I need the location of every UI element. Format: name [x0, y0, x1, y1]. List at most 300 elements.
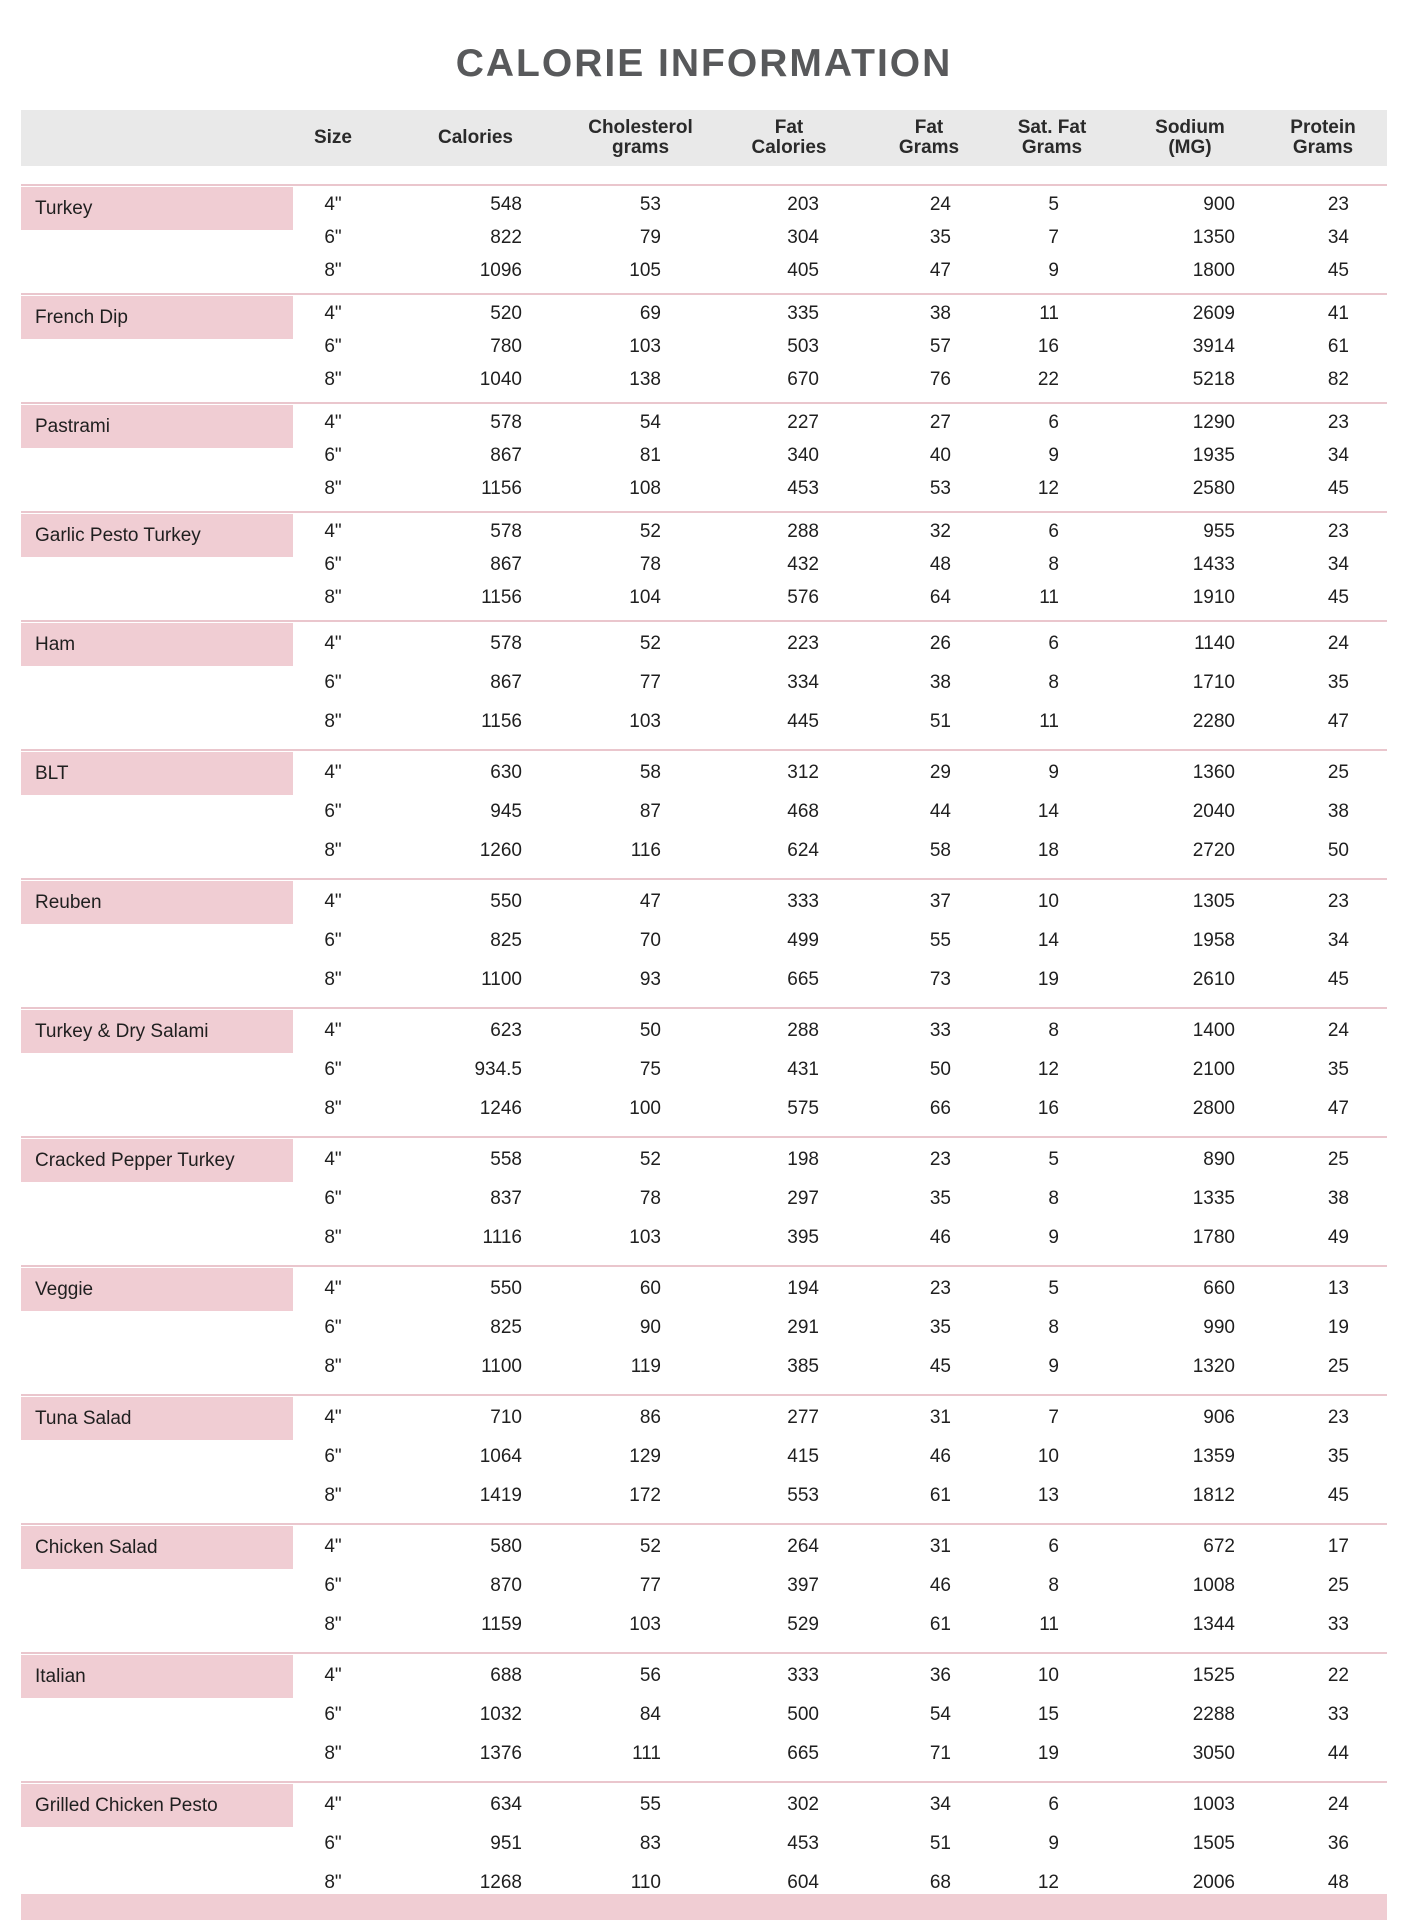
cell-fat-grams: 64 [929, 586, 951, 608]
cell-protein-grams: 44 [1327, 1742, 1349, 1764]
cell-size: 4" [324, 411, 342, 433]
cell-size: 8" [324, 1742, 342, 1764]
cell-cholesterol-grams: 69 [639, 302, 661, 324]
cell-calories: 1260 [479, 839, 522, 861]
cell-sat-fat-grams: 6 [1048, 1535, 1059, 1557]
cell-sat-fat-grams: 8 [1048, 1187, 1059, 1209]
cell-cholesterol-grams: 79 [639, 226, 661, 248]
cell-size: 4" [324, 1664, 342, 1686]
table-row [21, 792, 1387, 831]
cell-sat-fat-grams: 10 [1037, 1664, 1059, 1686]
cell-fat-grams: 61 [929, 1613, 951, 1635]
cell-protein-grams: 50 [1327, 839, 1349, 861]
cell-calories: 558 [490, 1148, 522, 1170]
cell-calories: 578 [490, 520, 522, 542]
cell-sodium-mg: 1360 [1192, 761, 1235, 783]
cell-calories: 1100 [481, 968, 522, 990]
cell-size: 6" [324, 1832, 342, 1854]
cell-cholesterol-grams: 86 [639, 1406, 661, 1428]
food-name: Italian [21, 1655, 293, 1698]
food-group [21, 402, 1387, 511]
cell-calories: 623 [490, 1019, 522, 1041]
cell-cholesterol-grams: 103 [629, 335, 661, 357]
cell-calories: 1156 [481, 586, 522, 608]
cell-calories: 710 [490, 1406, 522, 1428]
cell-fat-grams: 57 [929, 335, 951, 357]
cell-fat-calories: 432 [787, 553, 819, 575]
cell-sodium-mg: 1710 [1192, 671, 1235, 693]
cell-calories: 1064 [479, 1445, 522, 1467]
cell-protein-grams: 19 [1327, 1316, 1349, 1338]
cell-fat-grams: 46 [929, 1226, 951, 1248]
cell-protein-grams: 25 [1327, 761, 1349, 783]
group-divider [21, 1523, 1387, 1525]
cell-fat-grams: 61 [929, 1484, 951, 1506]
cell-protein-grams: 34 [1327, 226, 1349, 248]
cell-fat-calories: 223 [787, 632, 819, 654]
food-name: Tuna Salad [21, 1397, 293, 1440]
cell-calories: 1268 [479, 1871, 522, 1893]
cell-fat-calories: 385 [787, 1355, 819, 1377]
cell-calories: 822 [490, 226, 522, 248]
cell-protein-grams: 61 [1327, 335, 1349, 357]
cell-calories: 825 [490, 929, 522, 951]
cell-sodium-mg: 1935 [1192, 444, 1235, 466]
cell-cholesterol-grams: 129 [629, 1445, 661, 1467]
cell-fat-calories: 529 [787, 1613, 819, 1635]
cell-cholesterol-grams: 111 [632, 1742, 661, 1764]
cell-size: 4" [324, 302, 342, 324]
cell-protein-grams: 35 [1327, 671, 1349, 693]
group-divider [21, 878, 1387, 880]
cell-size: 4" [324, 1277, 342, 1299]
cell-size: 6" [324, 444, 342, 466]
table-row [21, 581, 1387, 614]
cell-protein-grams: 23 [1327, 520, 1349, 542]
cell-size: 8" [324, 477, 342, 499]
food-group [21, 1007, 1387, 1136]
cell-fat-grams: 51 [929, 710, 951, 732]
food-name: Turkey [21, 187, 293, 230]
cell-fat-calories: 312 [787, 761, 819, 783]
cell-size: 8" [324, 1097, 342, 1119]
food-group [21, 878, 1387, 1007]
food-group [21, 184, 1387, 293]
cell-protein-grams: 25 [1327, 1355, 1349, 1377]
cell-fat-calories: 665 [787, 1742, 819, 1764]
cell-sat-fat-grams: 9 [1048, 1832, 1059, 1854]
column-header: Sodium (MG) [1155, 117, 1225, 158]
cell-sat-fat-grams: 14 [1037, 929, 1059, 951]
cell-cholesterol-grams: 81 [639, 444, 661, 466]
cell-sodium-mg: 2610 [1192, 968, 1235, 990]
cell-size: 6" [324, 1703, 342, 1725]
cell-fat-grams: 45 [929, 1355, 951, 1377]
group-divider [21, 1781, 1387, 1783]
cell-fat-grams: 46 [929, 1445, 951, 1467]
cell-protein-grams: 24 [1327, 1019, 1349, 1041]
cell-fat-grams: 33 [929, 1019, 951, 1041]
cell-calories: 1156 [481, 710, 522, 732]
cell-size: 6" [324, 1445, 342, 1467]
column-header: Sat. Fat Grams [1017, 117, 1087, 158]
cell-sat-fat-grams: 12 [1037, 1871, 1059, 1893]
cell-size: 8" [324, 839, 342, 861]
cell-sodium-mg: 1505 [1192, 1832, 1235, 1854]
cell-protein-grams: 24 [1327, 632, 1349, 654]
cell-fat-calories: 334 [787, 671, 819, 693]
table-row [21, 1476, 1387, 1515]
cell-sodium-mg: 660 [1203, 1277, 1235, 1299]
cell-fat-grams: 31 [929, 1535, 951, 1557]
cell-fat-calories: 576 [787, 586, 819, 608]
cell-sat-fat-grams: 13 [1037, 1484, 1059, 1506]
cell-sodium-mg: 1400 [1192, 1019, 1235, 1041]
cell-sodium-mg: 2006 [1192, 1871, 1235, 1893]
cell-fat-grams: 46 [929, 1574, 951, 1596]
food-name: Cracked Pepper Turkey [21, 1139, 293, 1182]
cell-size: 8" [324, 1355, 342, 1377]
cell-fat-grams: 68 [929, 1871, 951, 1893]
cell-protein-grams: 38 [1327, 800, 1349, 822]
cell-size: 8" [324, 1226, 342, 1248]
cell-cholesterol-grams: 78 [639, 1187, 661, 1209]
cell-size: 4" [324, 632, 342, 654]
cell-sat-fat-grams: 5 [1048, 193, 1059, 215]
cell-sodium-mg: 2800 [1192, 1097, 1235, 1119]
cell-protein-grams: 36 [1327, 1832, 1349, 1854]
cell-cholesterol-grams: 50 [639, 1019, 661, 1041]
cell-sat-fat-grams: 9 [1048, 761, 1059, 783]
cell-calories: 1419 [479, 1484, 522, 1506]
cell-calories: 580 [490, 1535, 522, 1557]
cell-fat-calories: 277 [787, 1406, 819, 1428]
cell-fat-grams: 66 [929, 1097, 951, 1119]
cell-calories: 1096 [479, 259, 522, 281]
cell-sodium-mg: 3914 [1192, 335, 1235, 357]
cell-sat-fat-grams: 5 [1048, 1148, 1059, 1170]
cell-sat-fat-grams: 7 [1048, 1406, 1059, 1428]
cell-calories: 550 [490, 890, 522, 912]
table-row [21, 254, 1387, 287]
food-group [21, 749, 1387, 878]
cell-sat-fat-grams: 8 [1048, 1019, 1059, 1041]
cell-cholesterol-grams: 77 [639, 671, 661, 693]
cell-protein-grams: 35 [1327, 1445, 1349, 1467]
cell-fat-calories: 264 [787, 1535, 819, 1557]
cell-fat-calories: 453 [787, 477, 819, 499]
cell-fat-grams: 32 [929, 520, 951, 542]
cell-sat-fat-grams: 19 [1037, 968, 1059, 990]
cell-protein-grams: 82 [1327, 368, 1349, 390]
cell-fat-calories: 291 [787, 1316, 819, 1338]
cell-sat-fat-grams: 16 [1037, 1097, 1059, 1119]
cell-sodium-mg: 1812 [1192, 1484, 1235, 1506]
cell-calories: 1032 [479, 1703, 522, 1725]
cell-cholesterol-grams: 108 [629, 477, 661, 499]
cell-size: 6" [324, 1316, 342, 1338]
cell-cholesterol-grams: 103 [629, 1613, 661, 1635]
cell-cholesterol-grams: 100 [629, 1097, 661, 1119]
cell-sodium-mg: 955 [1203, 520, 1235, 542]
cell-sodium-mg: 1433 [1192, 553, 1235, 575]
cell-fat-calories: 670 [787, 368, 819, 390]
cell-fat-grams: 34 [929, 1793, 951, 1815]
cell-sodium-mg: 1958 [1192, 929, 1235, 951]
cell-fat-grams: 26 [929, 632, 951, 654]
cell-fat-grams: 38 [929, 302, 951, 324]
cell-sodium-mg: 1305 [1192, 890, 1235, 912]
cell-cholesterol-grams: 56 [639, 1664, 661, 1686]
cell-sodium-mg: 900 [1203, 193, 1235, 215]
cell-size: 4" [324, 1793, 342, 1815]
table-row [21, 1308, 1387, 1347]
cell-protein-grams: 25 [1327, 1148, 1349, 1170]
cell-size: 6" [324, 1574, 342, 1596]
cell-protein-grams: 34 [1327, 444, 1349, 466]
cell-sodium-mg: 1320 [1192, 1355, 1235, 1377]
cell-calories: 634 [490, 1793, 522, 1815]
cell-protein-grams: 34 [1327, 553, 1349, 575]
cell-sat-fat-grams: 7 [1048, 226, 1059, 248]
cell-sodium-mg: 1344 [1192, 1613, 1235, 1635]
cell-sat-fat-grams: 15 [1037, 1703, 1059, 1725]
cell-sodium-mg: 2720 [1192, 839, 1235, 861]
food-name: Veggie [21, 1268, 293, 1311]
cell-sat-fat-grams: 10 [1037, 1445, 1059, 1467]
cell-fat-calories: 335 [787, 302, 819, 324]
cell-fat-calories: 397 [787, 1574, 819, 1596]
cell-calories: 867 [490, 671, 522, 693]
food-name: Ham [21, 623, 293, 666]
cell-size: 4" [324, 761, 342, 783]
food-group [21, 1136, 1387, 1265]
cell-fat-grams: 29 [929, 761, 951, 783]
cell-fat-calories: 665 [787, 968, 819, 990]
cell-fat-calories: 333 [787, 1664, 819, 1686]
cell-cholesterol-grams: 47 [639, 890, 661, 912]
cell-sodium-mg: 5218 [1192, 368, 1235, 390]
cell-calories: 520 [490, 302, 522, 324]
cell-fat-grams: 24 [929, 193, 951, 215]
cell-calories: 837 [490, 1187, 522, 1209]
table-row [21, 363, 1387, 396]
table-row [21, 702, 1387, 741]
column-header: Fat Calories [751, 117, 827, 158]
cell-fat-grams: 36 [929, 1664, 951, 1686]
cell-fat-grams: 44 [929, 800, 951, 822]
table-row [21, 1089, 1387, 1128]
cell-sat-fat-grams: 11 [1039, 710, 1059, 732]
cell-size: 6" [324, 226, 342, 248]
cell-size: 8" [324, 586, 342, 608]
cell-protein-grams: 33 [1327, 1703, 1349, 1725]
cell-calories: 630 [490, 761, 522, 783]
group-divider [21, 1652, 1387, 1654]
cell-fat-calories: 503 [787, 335, 819, 357]
cell-cholesterol-grams: 75 [639, 1058, 661, 1080]
cell-size: 6" [324, 800, 342, 822]
cell-sodium-mg: 2288 [1192, 1703, 1235, 1725]
cell-fat-calories: 288 [787, 1019, 819, 1041]
cell-protein-grams: 13 [1327, 1277, 1349, 1299]
cell-cholesterol-grams: 52 [639, 1148, 661, 1170]
food-group [21, 1394, 1387, 1523]
cell-cholesterol-grams: 105 [629, 259, 661, 281]
cell-sat-fat-grams: 22 [1037, 368, 1059, 390]
cell-sodium-mg: 1910 [1192, 586, 1235, 608]
cell-protein-grams: 45 [1327, 968, 1349, 990]
cell-fat-grams: 58 [929, 839, 951, 861]
cell-cholesterol-grams: 77 [639, 1574, 661, 1596]
cell-size: 8" [324, 368, 342, 390]
cell-sat-fat-grams: 5 [1048, 1277, 1059, 1299]
cell-fat-grams: 73 [929, 968, 951, 990]
cell-size: 4" [324, 890, 342, 912]
cell-sodium-mg: 1140 [1194, 632, 1235, 654]
cell-fat-grams: 38 [929, 671, 951, 693]
cell-size: 8" [324, 1484, 342, 1506]
cell-sat-fat-grams: 10 [1037, 890, 1059, 912]
cell-fat-calories: 304 [787, 226, 819, 248]
table-row [21, 1824, 1387, 1863]
column-header-row [21, 110, 1387, 166]
cell-sodium-mg: 1003 [1192, 1793, 1235, 1815]
table-body [21, 184, 1387, 1910]
cell-calories: 945 [490, 800, 522, 822]
table-row [21, 1605, 1387, 1644]
food-name: BLT [21, 752, 293, 795]
cell-protein-grams: 48 [1327, 1871, 1349, 1893]
cell-cholesterol-grams: 138 [629, 368, 661, 390]
table-row [21, 960, 1387, 999]
cell-cholesterol-grams: 172 [629, 1484, 661, 1506]
cell-fat-calories: 395 [787, 1226, 819, 1248]
cell-sat-fat-grams: 11 [1039, 586, 1059, 608]
cell-sat-fat-grams: 12 [1037, 1058, 1059, 1080]
cell-fat-calories: 302 [787, 1793, 819, 1815]
cell-cholesterol-grams: 53 [639, 193, 661, 215]
cell-fat-grams: 27 [929, 411, 951, 433]
cell-size: 4" [324, 1148, 342, 1170]
cell-sat-fat-grams: 14 [1037, 800, 1059, 822]
cell-fat-grams: 47 [929, 259, 951, 281]
table-row [21, 1695, 1387, 1734]
group-divider [21, 1394, 1387, 1396]
cell-protein-grams: 45 [1327, 259, 1349, 281]
cell-calories: 1246 [479, 1097, 522, 1119]
cell-cholesterol-grams: 103 [629, 1226, 661, 1248]
cell-fat-grams: 37 [929, 890, 951, 912]
cell-fat-grams: 35 [929, 1187, 951, 1209]
cell-fat-calories: 499 [787, 929, 819, 951]
cell-fat-calories: 453 [787, 1832, 819, 1854]
cell-protein-grams: 23 [1327, 890, 1349, 912]
cell-sat-fat-grams: 6 [1048, 632, 1059, 654]
cell-calories: 578 [490, 632, 522, 654]
cell-sodium-mg: 990 [1203, 1316, 1235, 1338]
cell-cholesterol-grams: 110 [630, 1871, 661, 1893]
cell-sodium-mg: 1359 [1192, 1445, 1235, 1467]
group-divider [21, 749, 1387, 751]
table-row [21, 1218, 1387, 1257]
column-header: Calories [438, 127, 513, 148]
cell-protein-grams: 25 [1327, 1574, 1349, 1596]
group-divider [21, 1265, 1387, 1267]
cell-protein-grams: 45 [1327, 586, 1349, 608]
cell-sat-fat-grams: 9 [1048, 259, 1059, 281]
cell-sat-fat-grams: 9 [1048, 1355, 1059, 1377]
cell-calories: 1156 [481, 477, 522, 499]
cell-calories: 1100 [481, 1355, 522, 1377]
cell-fat-calories: 415 [787, 1445, 819, 1467]
table-container [21, 0, 1387, 1910]
cell-fat-grams: 71 [929, 1742, 951, 1764]
cell-calories: 1159 [481, 1613, 522, 1635]
cell-fat-grams: 23 [929, 1277, 951, 1299]
cell-fat-calories: 575 [787, 1097, 819, 1119]
cell-sodium-mg: 1800 [1192, 259, 1235, 281]
cell-calories: 548 [490, 193, 522, 215]
group-divider [21, 293, 1387, 295]
table-row [21, 1050, 1387, 1089]
cell-fat-calories: 604 [787, 1871, 819, 1893]
food-group [21, 511, 1387, 620]
group-divider [21, 184, 1387, 186]
group-divider [21, 1007, 1387, 1009]
cell-sodium-mg: 3050 [1192, 1742, 1235, 1764]
cell-fat-grams: 35 [929, 1316, 951, 1338]
cell-size: 8" [324, 259, 342, 281]
group-divider [21, 620, 1387, 622]
cell-cholesterol-grams: 54 [639, 411, 661, 433]
cell-cholesterol-grams: 83 [639, 1832, 661, 1854]
cell-sodium-mg: 2040 [1192, 800, 1235, 822]
cell-fat-grams: 55 [929, 929, 951, 951]
cell-fat-calories: 203 [787, 193, 819, 215]
cell-size: 6" [324, 671, 342, 693]
cell-sodium-mg: 2609 [1192, 302, 1235, 324]
cell-sodium-mg: 1780 [1192, 1226, 1235, 1248]
cell-size: 8" [324, 1871, 342, 1893]
cell-sodium-mg: 1008 [1192, 1574, 1235, 1596]
group-divider [21, 1136, 1387, 1138]
cell-sodium-mg: 1525 [1192, 1664, 1235, 1686]
cell-sat-fat-grams: 12 [1037, 477, 1059, 499]
cell-fat-grams: 31 [929, 1406, 951, 1428]
cell-cholesterol-grams: 103 [629, 710, 661, 732]
cell-fat-calories: 405 [787, 259, 819, 281]
table-row [21, 1347, 1387, 1386]
cell-cholesterol-grams: 58 [639, 761, 661, 783]
cell-protein-grams: 38 [1327, 1187, 1349, 1209]
food-name: French Dip [21, 296, 293, 339]
cell-sodium-mg: 890 [1203, 1148, 1235, 1170]
cell-calories: 934.5 [474, 1058, 522, 1080]
cell-cholesterol-grams: 93 [639, 968, 661, 990]
cell-cholesterol-grams: 55 [639, 1793, 661, 1815]
food-name: Pastrami [21, 405, 293, 448]
food-group [21, 1265, 1387, 1394]
cell-size: 6" [324, 1058, 342, 1080]
cell-sodium-mg: 672 [1203, 1535, 1235, 1557]
cell-fat-grams: 48 [929, 553, 951, 575]
food-name: Garlic Pesto Turkey [21, 514, 293, 557]
cell-fat-calories: 431 [787, 1058, 819, 1080]
cell-fat-grams: 53 [929, 477, 951, 499]
cell-calories: 688 [490, 1664, 522, 1686]
table-row [21, 472, 1387, 505]
